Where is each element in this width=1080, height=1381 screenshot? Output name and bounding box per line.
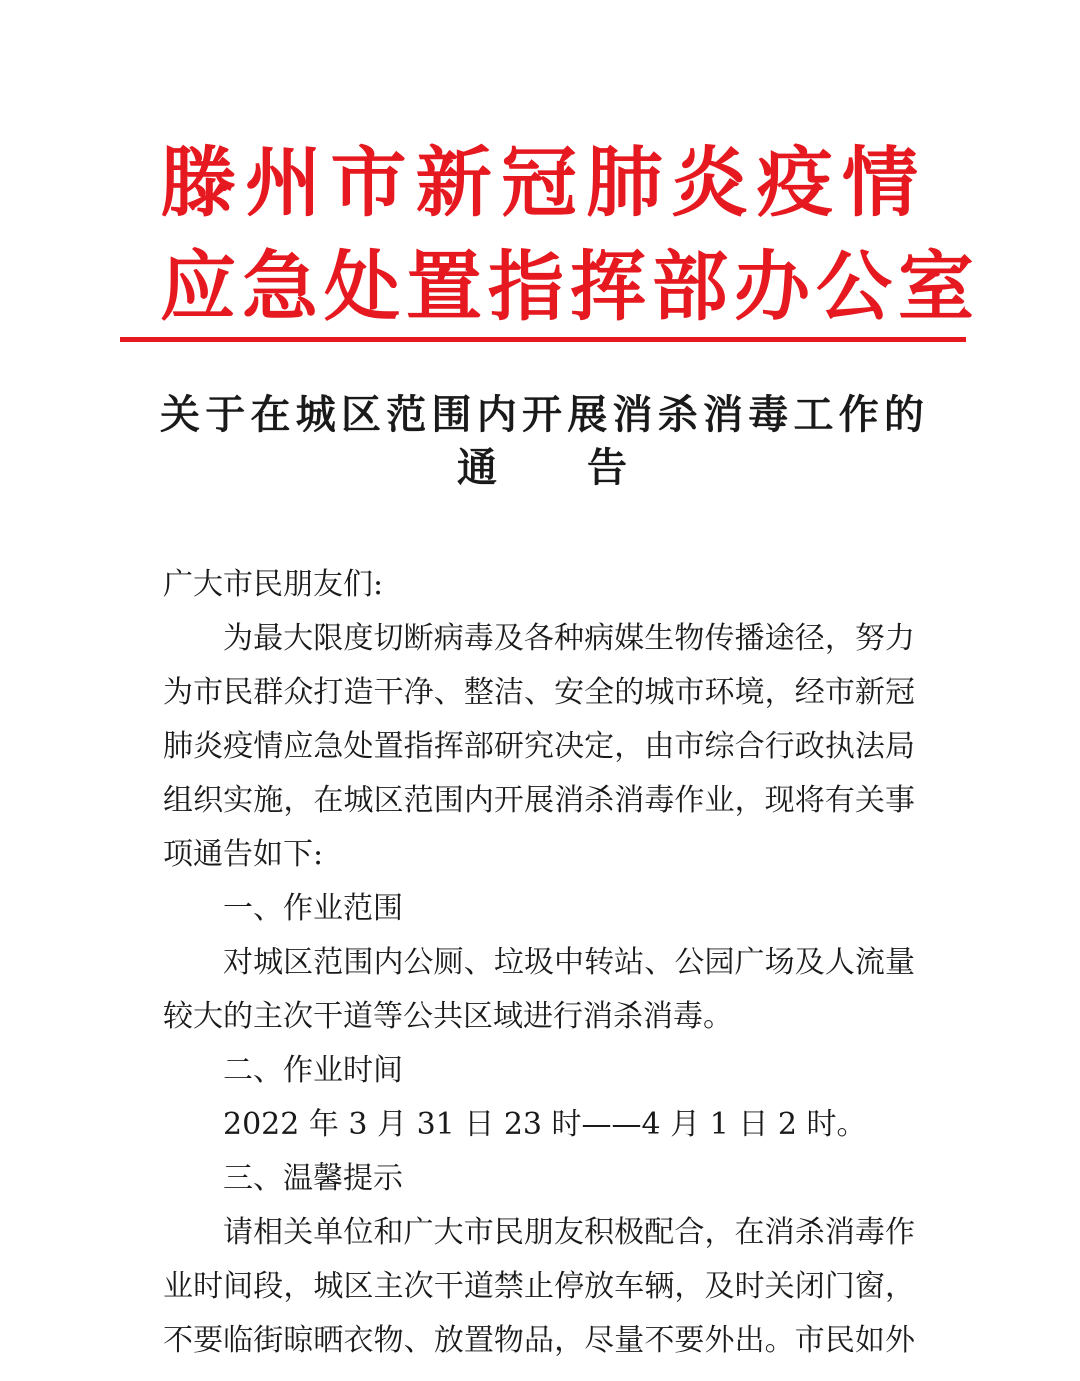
section-tips-line: 业时间段，城区主次干道禁止停放车辆，及时关闭门窗， — [163, 1269, 915, 1304]
intro-line: 为市民群众打造干净、整洁、安全的城市环境，经市新冠 — [163, 675, 915, 710]
section-time-line: 2022 年 3 月 31 日 23 时——4 月 1 日 2 时。 — [223, 1107, 867, 1142]
section-scope-line: 较大的主次干道等公共区域进行消杀消毒。 — [163, 999, 733, 1034]
section-heading-time: 二、作业时间 — [223, 1053, 403, 1088]
intro-line: 为最大限度切断病毒及各种病媒生物传播途径，努力 — [223, 621, 915, 656]
intro-line: 项通告如下: — [163, 837, 324, 872]
notice-title-line2 — [160, 440, 924, 496]
notice-title-char-2: 告 — [587, 444, 627, 491]
intro-line: 肺炎疫情应急处置指挥部研究决定，由市综合行政执法局 — [163, 729, 915, 764]
document-body — [163, 558, 915, 1368]
section-heading-scope: 一、作业范围 — [223, 891, 403, 926]
section-heading-tips: 三、温馨提示 — [223, 1161, 403, 1196]
notice-title-line1: 关于在城区范围内开展消杀消毒工作的 — [160, 391, 924, 438]
salutation: 广大市民朋友们: — [163, 567, 384, 602]
section-scope-line: 对城区范围内公厕、垃圾中转站、公园广场及人流量 — [223, 945, 915, 980]
intro-line: 组织实施，在城区范围内开展消杀消毒作业，现将有关事 — [163, 783, 915, 818]
notice-title-char-1: 通 — [457, 444, 497, 491]
section-tips-line: 请相关单位和广大市民朋友积极配合，在消杀消毒作 — [223, 1215, 915, 1250]
header-title-line2: 应急处置指挥部办公室 — [160, 242, 980, 331]
header-title-line1: 滕州市新冠肺炎疫情 — [160, 138, 924, 227]
red-divider-rule — [120, 337, 966, 342]
section-tips-line: 不要临街晾晒衣物、放置物品，尽量不要外出。市民如外 — [163, 1323, 915, 1358]
